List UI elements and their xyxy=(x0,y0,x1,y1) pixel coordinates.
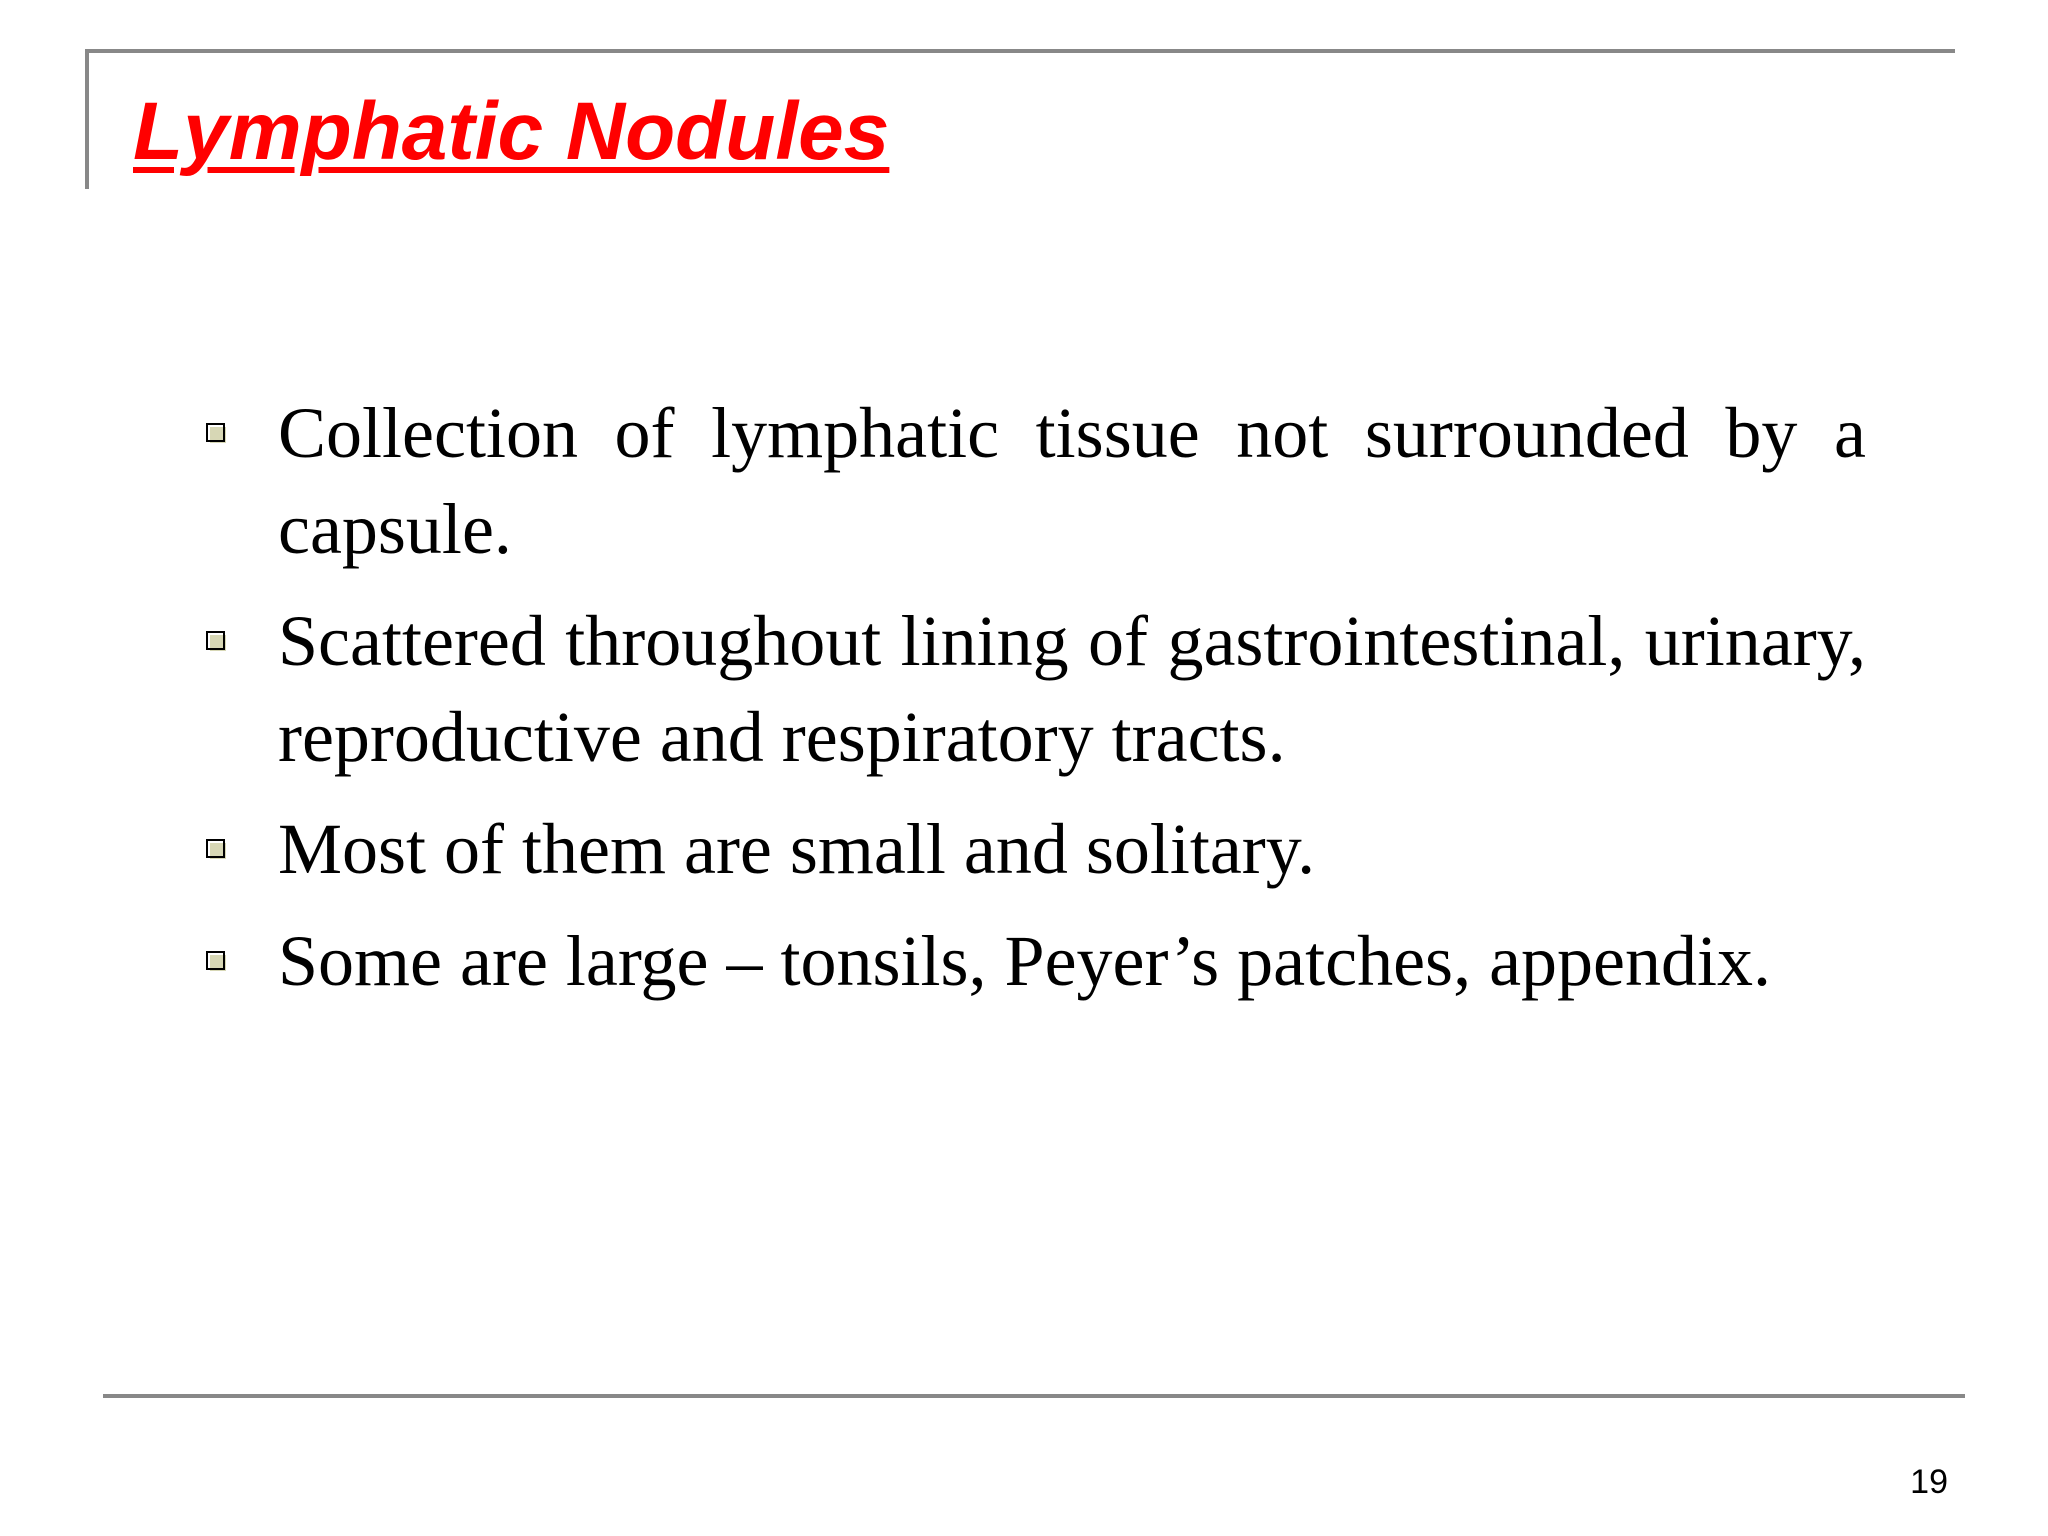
footer-rule xyxy=(103,1394,1965,1398)
bullet-item xyxy=(206,913,1866,1009)
bullet-text: Some are large – tonsils, Peyer’s patches, appendix. xyxy=(278,921,1771,1001)
page-number: 19 xyxy=(1910,1463,1948,1501)
bullet-item xyxy=(206,593,1866,785)
square-bullet-icon xyxy=(206,423,228,445)
bullet-text: Scattered throughout lining of gastrointestinal, urinary, reproductive and respiratory tracts. xyxy=(278,601,1866,777)
header-accent-rule xyxy=(85,49,89,189)
header-rule xyxy=(85,49,1955,53)
slide-title: Lymphatic Nodules xyxy=(133,86,890,177)
square-bullet-icon xyxy=(206,839,228,861)
square-bullet-icon xyxy=(206,631,228,653)
square-bullet-icon xyxy=(206,951,228,973)
bullet-item xyxy=(206,801,1866,897)
bullet-item xyxy=(206,385,1866,577)
bullet-text: Collection of lymphatic tissue not surrounded by a capsule. xyxy=(278,393,1866,569)
bullet-list xyxy=(206,385,1866,1025)
bullet-text: Most of them are small and solitary. xyxy=(278,809,1316,889)
